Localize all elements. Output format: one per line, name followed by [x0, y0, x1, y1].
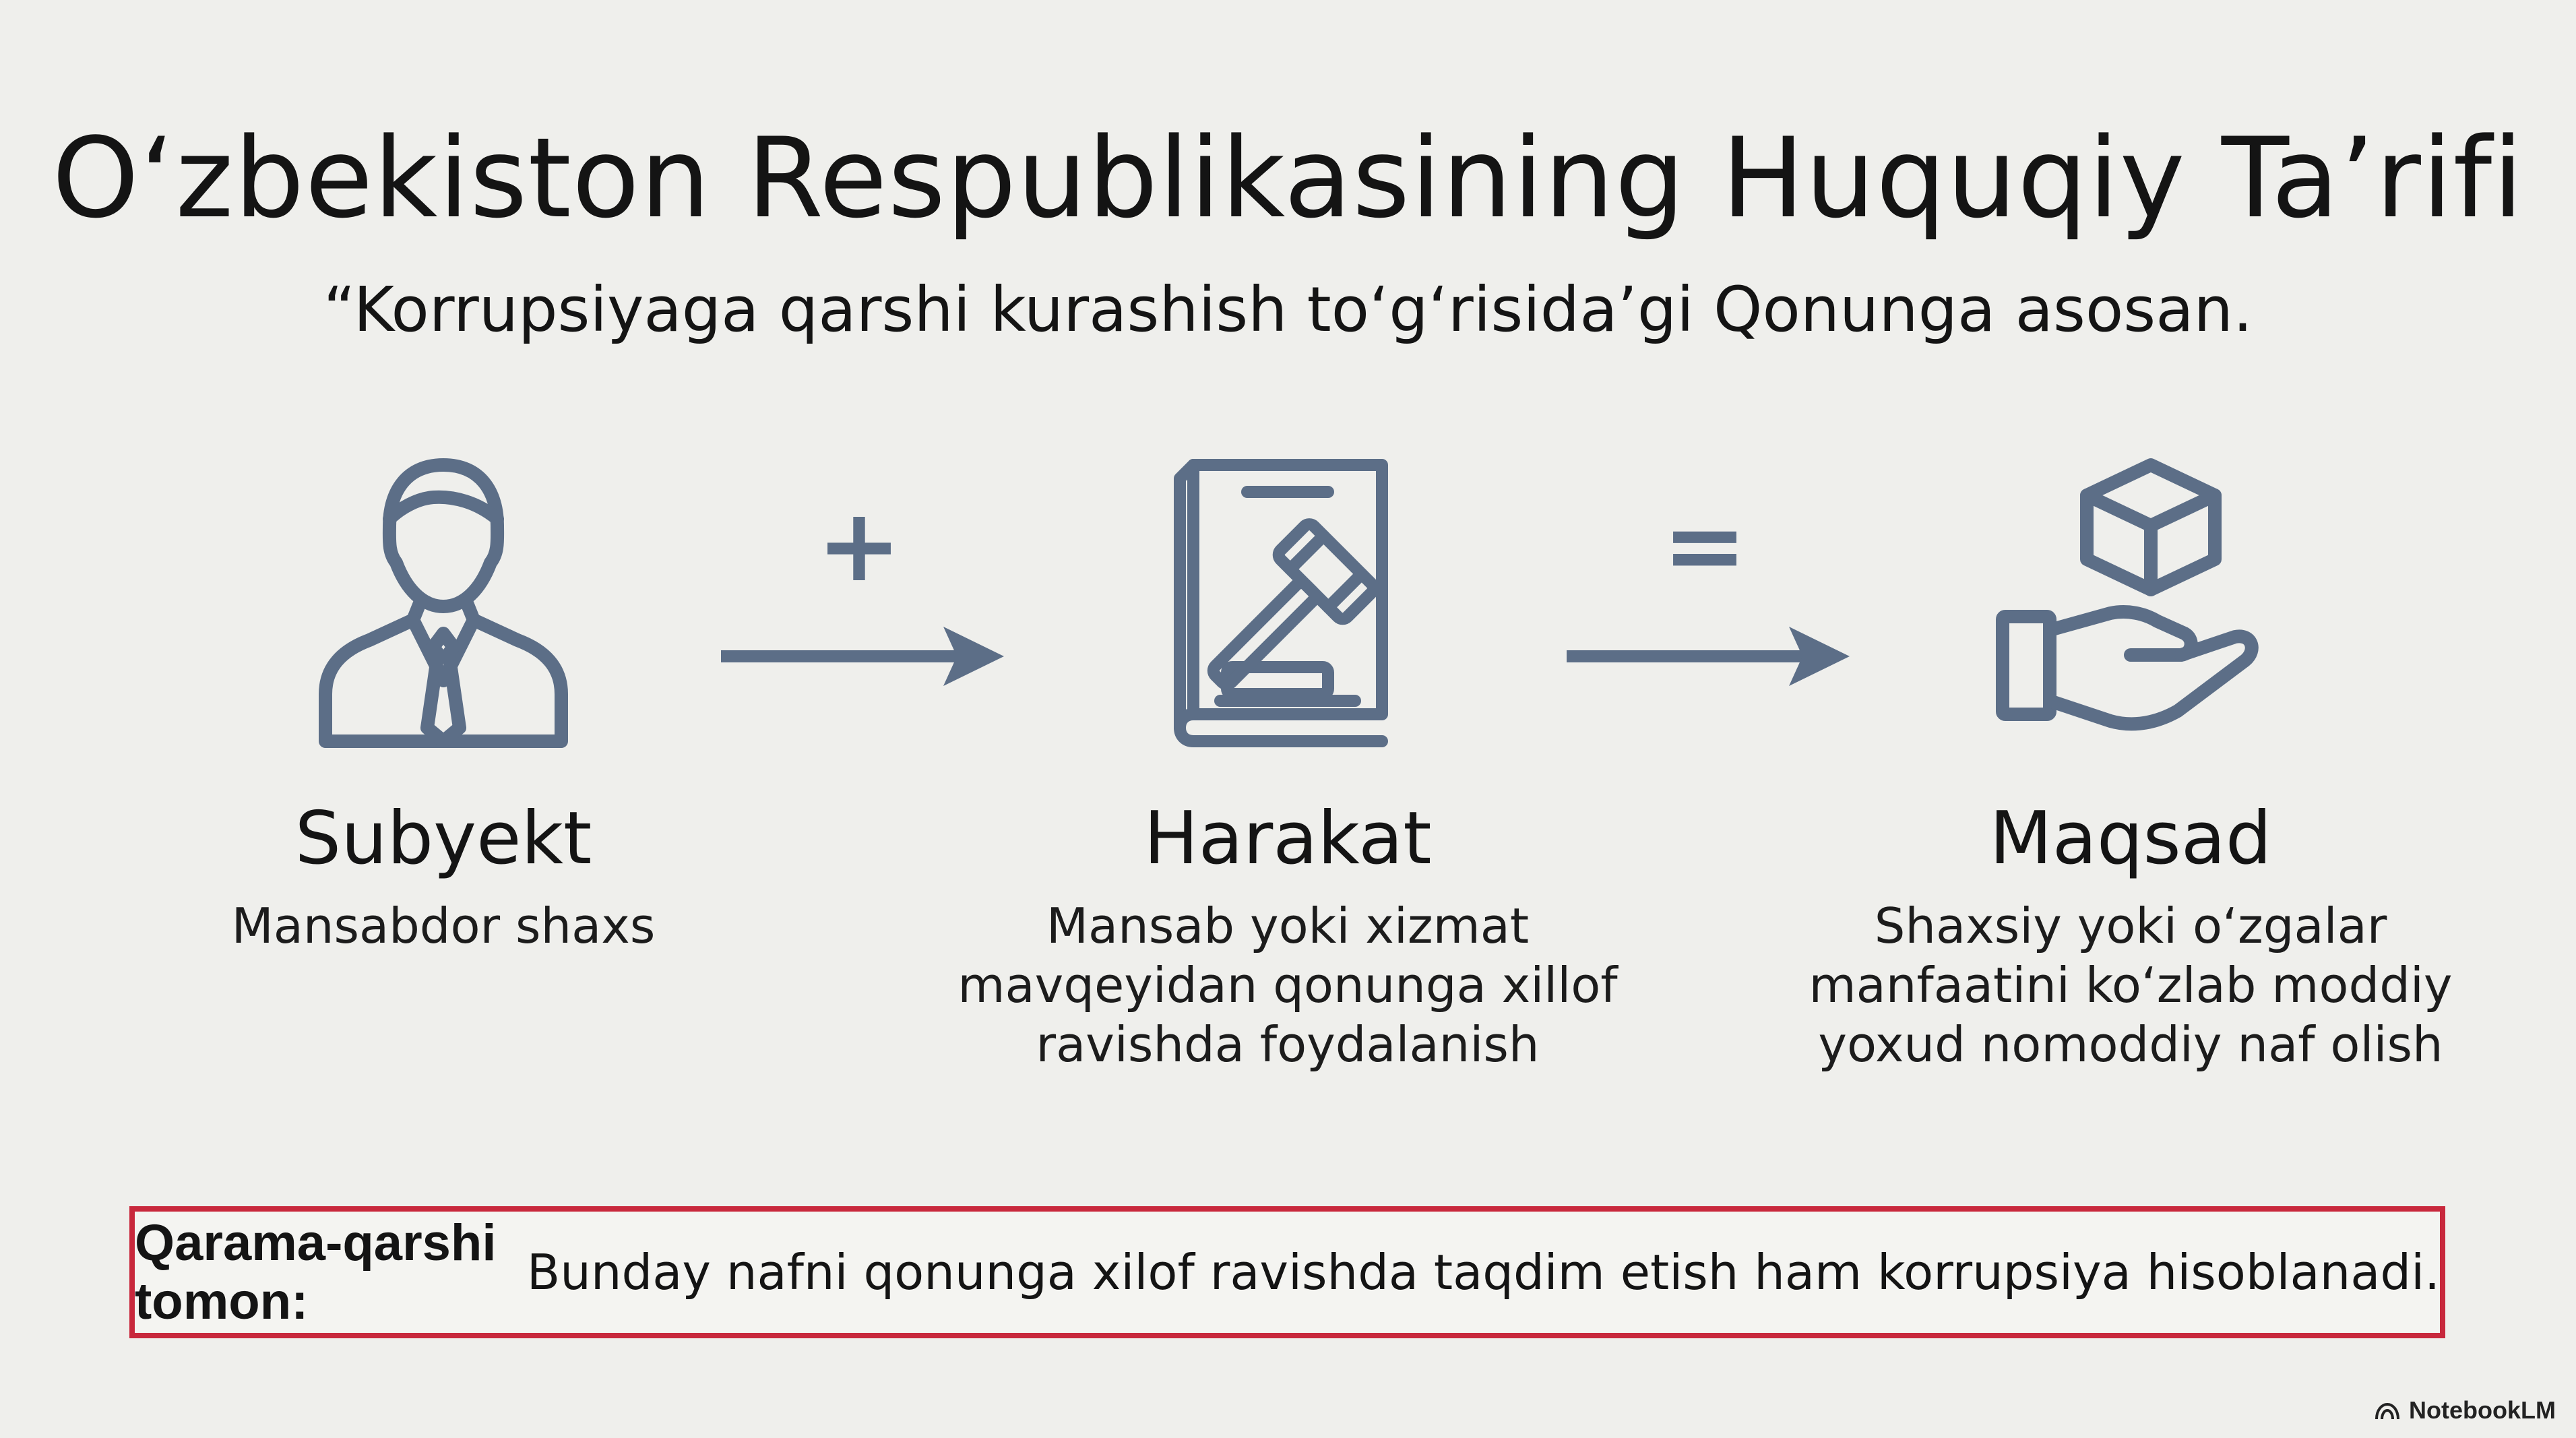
step-heading: Maqsad: [1989, 796, 2272, 881]
page-title: O‘zbekiston Respublikasining Huquqiy Ta’rifi: [52, 114, 2524, 243]
step-description: Mansabdor shaxs: [231, 898, 656, 954]
page-subtitle: “Korrupsiyaga qarshi kurashish to‘g‘risida’gi Qonunga asosan.: [323, 274, 2253, 346]
person-suit-icon: [295, 445, 592, 755]
step-heading: Harakat: [1143, 796, 1432, 881]
equals-symbol: =: [1662, 487, 1747, 604]
step-heading: Subyekt: [294, 796, 592, 881]
law-book-gavel-icon: [1139, 445, 1436, 755]
step-action: [951, 445, 1625, 1074]
brand-watermark: [2374, 1396, 2556, 1425]
counterparty-note: [129, 1206, 2445, 1338]
step-description: Mansab yoki xizmat mavqeyidan qonunga xillof ravishda foydalanish: [957, 898, 1618, 1073]
hand-box-icon: [1976, 445, 2286, 755]
step-subject: [106, 445, 780, 956]
step-goal: [1794, 445, 2468, 1074]
note-text: Bunday nafni qonunga xilof ravishda taqdim etish ham korrupsiya hisoblanadi.: [511, 1244, 2440, 1301]
step-description: Shaxsiy yoki o‘zgalar manfaatini ko‘zlab moddiy yoxud nomoddiy naf olish: [1809, 898, 2453, 1073]
note-lead: Qarama-qarshi tomon:: [135, 1214, 497, 1330]
plus-symbol: +: [817, 487, 902, 604]
brand-label: NotebookLM: [2409, 1396, 2556, 1424]
notebooklm-logo-icon: [2374, 1400, 2401, 1420]
